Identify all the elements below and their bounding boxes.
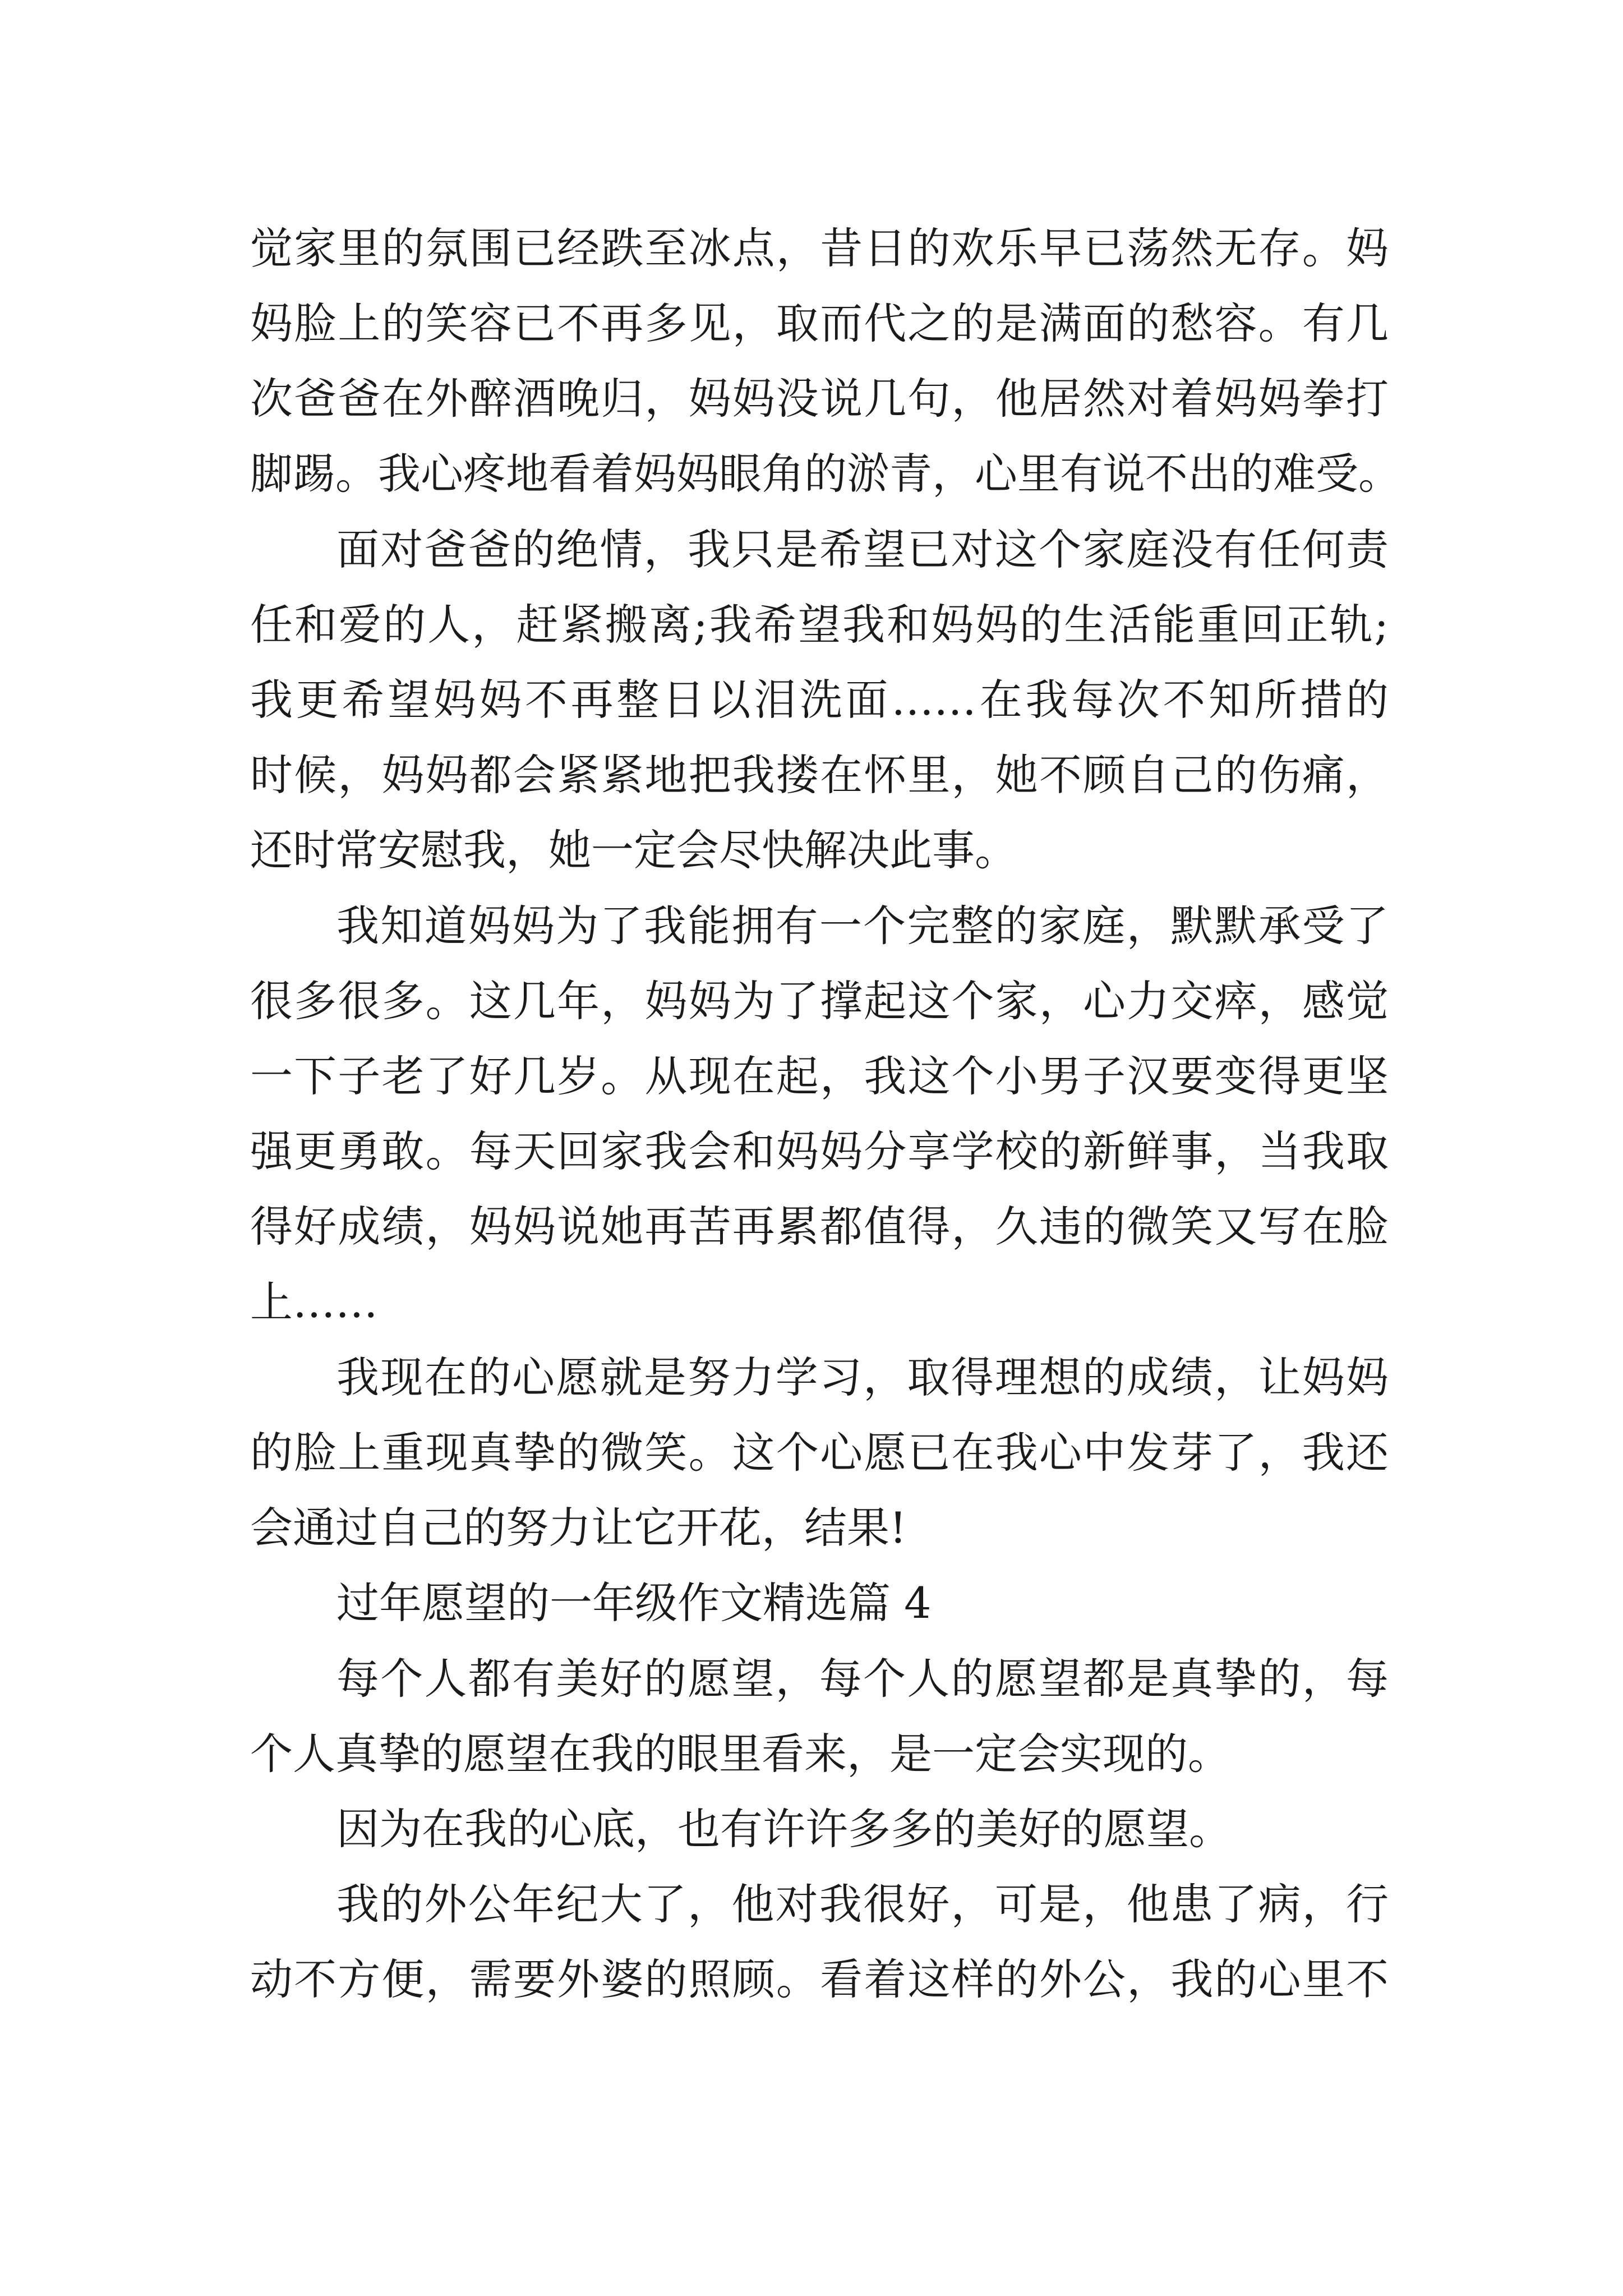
text-line: 我知道妈妈为了我能拥有一个完整的家庭，默默承受了 [336,901,1389,951]
text-line: 一下子老了好几岁。从现在起，我这个小男子汉要变得更坚 [250,1051,1389,1101]
text-line: 的脸上重现真挚的微笑。这个心愿已在我心中发芽了，我还 [250,1428,1389,1478]
text-line: 觉家里的氛围已经跌至冰点，昔日的欢乐早已荡然无存。妈 [250,223,1389,273]
text-line: 妈脸上的笑容已不再多见，取而代之的是满面的愁容。有几 [250,298,1389,348]
text-line: 动不方便，需要外婆的照顾。看着这样的外公，我的心里不 [250,1954,1389,2004]
text-line: 我的外公年纪大了，他对我很好，可是，他患了病，行 [336,1879,1389,1929]
text-line: 每个人都有美好的愿望，每个人的愿望都是真挚的，每 [336,1654,1389,1704]
text-line: 时候，妈妈都会紧紧地把我搂在怀里，她不顾自己的伤痛， [250,750,1389,800]
text-line: 次爸爸在外醉酒晚归，妈妈没说几句，他居然对着妈妈拳打 [250,374,1389,424]
text-line: 强更勇敢。每天回家我会和妈妈分享学校的新鲜事，当我取 [250,1126,1389,1176]
text-line: 个人真挚的愿望在我的眼里看来，是一定会实现的。 [250,1729,1230,1779]
text-line: 任和爱的人，赶紧搬离;我希望我和妈妈的生活能重回正轨; [250,600,1389,650]
text-line: 还时常安慰我，她一定会尽快解决此事。 [250,825,1017,875]
text-line: 我更希望妈妈不再整日以泪洗面……在我每次不知所措的 [250,675,1389,725]
text-line: 上…… [250,1277,378,1327]
text-line: 因为在我的心底，也有许许多多的美好的愿望。 [336,1804,1232,1854]
text-line: 脚踢。我心疼地看着妈妈眼角的淤青，心里有说不出的难受。 [250,449,1401,499]
text-line: 我现在的心愿就是努力学习，取得理想的成绩，让妈妈 [336,1352,1389,1402]
text-line: 很多很多。这几年，妈妈为了撑起这个家，心力交瘁，感觉 [250,976,1389,1026]
section-heading: 过年愿望的一年级作文精选篇 4 [336,1578,932,1628]
text-line: 会通过自己的努力让它开花，结果! [250,1503,907,1553]
text-line: 得好成绩，妈妈说她再苦再累都值得，久违的微笑又写在脸 [250,1202,1389,1251]
text-line: 面对爸爸的绝情，我只是希望已对这个家庭没有任何责 [336,524,1389,574]
